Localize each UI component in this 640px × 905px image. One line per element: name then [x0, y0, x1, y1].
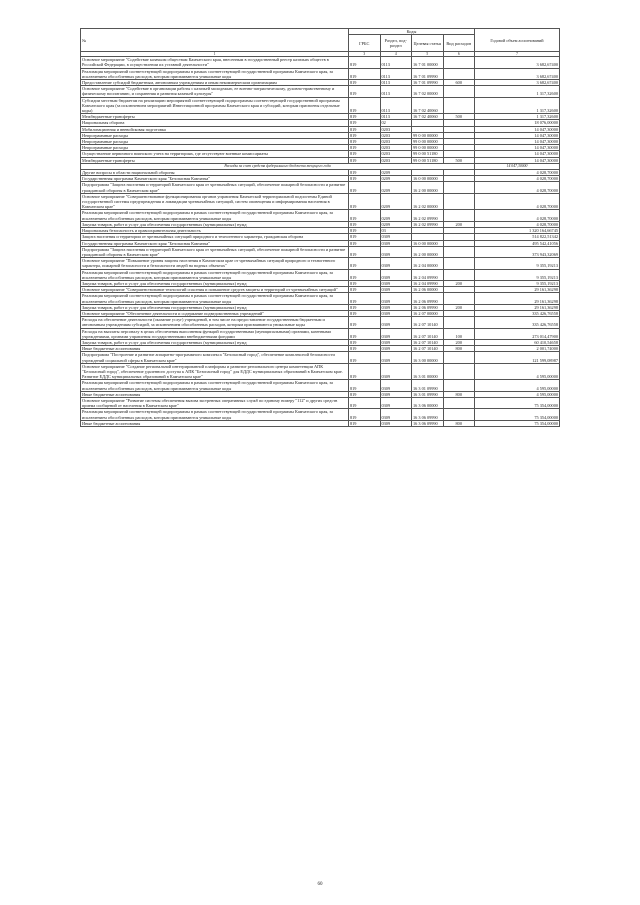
row-rzpr: 0209	[380, 176, 412, 182]
row-sum: 18 076,00000	[475, 120, 560, 126]
row-name: Непрограммные расходы	[81, 139, 349, 145]
table-row	[81, 210, 560, 221]
row-grbs: 819	[349, 420, 381, 426]
row-rzpr: 0113	[380, 114, 412, 120]
row-sum: 1 320 164,66745	[475, 228, 560, 234]
row-name: Мобилизационная и вневойсковая подготовка	[81, 126, 349, 132]
row-name: Осуществление первичного воинского учета на территориях, где отсутствуют военные комиссариаты	[81, 151, 349, 157]
row-name: Субсидии местным бюджетам на реализацию мероприятий соответствующей подпрограммы соответствующей государственной программы Камчатского края (за исключением мероприятий Инвестиционной программы Камчатского края и субсидий, которым присвоены отдельные коды)	[81, 97, 349, 114]
row-sum: 14 047,30000	[475, 139, 560, 145]
row-sum: 335 426,76558	[475, 310, 560, 316]
row-cs: 16 2 04 09990	[412, 280, 444, 286]
row-cs: 16 2 00 00000	[412, 246, 444, 257]
row-name: Подпрограмма "Защита населения и территорий Камчатского края от чрезвычайных ситуаций, обеспечение пожарной безопасности и развитие гражданской обороны в Камчатском крае"	[81, 246, 349, 257]
row-cs: 16 0 00 00000	[412, 176, 444, 182]
row-sum: 2 001,74000	[475, 346, 560, 352]
row-name: Реализация мероприятий соответствующей подпрограммы в рамках соответствующей государственной программы Камчатского края, за исключением обособленных расходов, которым присваиваются уникальные коды	[81, 68, 349, 79]
row-name: Основное мероприятие "Содействие казачьим обществам Камчатского края, внесенным в государственный реестр казачьих обществ в Российской Федерации, в осуществлении их уставной деятельности"	[81, 57, 349, 68]
table-row	[81, 420, 560, 426]
row-name: Иные бюджетные ассигнования	[81, 391, 349, 397]
row-grbs: 819	[349, 221, 381, 227]
row-sum: 495 542,41056	[475, 240, 560, 246]
row-grbs: 819	[349, 310, 381, 316]
row-sum: 3 682,67400	[475, 80, 560, 86]
row-sum: 4 028,70000	[475, 182, 560, 193]
row-vr	[443, 380, 475, 391]
row-grbs: 819	[349, 280, 381, 286]
row-rzpr: 0113	[380, 57, 412, 68]
row-rzpr: 0309	[380, 317, 412, 328]
row-name: Основное мероприятие "Создание региональной интегрированной платформы и развитие регионального центра компетенции АПК "Безопасный город", обеспечение удаленного доступа к АПК "Безопасный город" для ЕДДС муниципальных образований в Камчатском крае. Развитие ЕДДС муниципальных образований в Камчатском крае"	[81, 363, 349, 380]
col-number: 3	[349, 52, 381, 57]
table-row	[81, 97, 560, 114]
row-cs: 16 2 07 10140	[412, 339, 444, 345]
row-cs: 16 2 06 09990	[412, 304, 444, 310]
col-number: 1	[81, 52, 349, 57]
row-sum: 4 595,00000	[475, 391, 560, 397]
row-vr	[443, 86, 475, 97]
row-name: Подпрограмма "Защита населения и территорий Камчатского края от чрезвычайных ситуаций, обеспечение пожарной безопасности и развитие гражданской обороны в Камчатском крае"	[81, 182, 349, 193]
table-row	[81, 328, 560, 339]
row-vr	[443, 97, 475, 114]
col-number: 5	[412, 52, 444, 57]
row-grbs: 819	[349, 346, 381, 352]
row-grbs: 819	[349, 363, 381, 380]
row-rzpr: 0309	[380, 280, 412, 286]
row-grbs: 819	[349, 397, 381, 408]
row-cs: 16 2 04 09990	[412, 269, 444, 280]
row-sum: 9 355,19213	[475, 280, 560, 286]
row-name: Основное мероприятие "Развитие системы обеспечения вызова экстренных оперативных служб по единому номеру "112" и других средств приема сообщений от населения в Камчатском крае"	[81, 397, 349, 408]
row-cs: 99 0 00 00000	[412, 132, 444, 138]
row-name: Закупка товаров, работ и услуг для обеспечения государственных (муниципальных) нужд	[81, 280, 349, 286]
row-rzpr: 0309	[380, 346, 412, 352]
row-cs: 16 2 07 10140	[412, 328, 444, 339]
row-grbs: 819	[349, 228, 381, 234]
row-vr	[443, 317, 475, 328]
row-name: Расходы на выплаты персоналу в целях обеспечения выполнения функций государственными (муниципальными) органами, казенными учреждениями, органами управления государственными внебюджетными фондами	[81, 328, 349, 339]
row-rzpr: 0309	[380, 246, 412, 257]
row-cs: 16 3 01 00000	[412, 363, 444, 380]
row-name: Национальная безопасность и правоохранительная деятельность	[81, 228, 349, 234]
row-vr: 200	[443, 280, 475, 286]
row-cs: 16 2 07 10140	[412, 346, 444, 352]
row-cs: 16 7 02 40060	[412, 114, 444, 120]
row-cs: 16 3 01 09990	[412, 391, 444, 397]
row-sum: 4 028,70000	[475, 176, 560, 182]
row-name: Межбюджетные трансферты	[81, 157, 349, 163]
table-row	[81, 86, 560, 97]
row-rzpr: 0309	[380, 240, 412, 246]
table-body	[81, 57, 560, 427]
table-row	[81, 269, 560, 280]
row-rzpr: 0309	[380, 380, 412, 391]
row-grbs: 819	[349, 380, 381, 391]
row-name: Межбюджетные трансферты	[81, 114, 349, 120]
row-vr	[443, 352, 475, 363]
row-cs: 16 2 00 00000	[412, 182, 444, 193]
row-grbs: 819	[349, 193, 381, 210]
row-name: Закупка товаров, работ и услуг для обеспечения государственных (муниципальных) нужд	[81, 221, 349, 227]
row-cs: 16 7 01 09990	[412, 80, 444, 86]
row-cs: 16 7 02 40060	[412, 97, 444, 114]
row-rzpr: 0309	[380, 310, 412, 316]
row-vr	[443, 363, 475, 380]
row-sum: 3 682,67400	[475, 57, 560, 68]
row-name: Основное мероприятие "Обеспечение деятельности и содержание подведомственных учреждений"	[81, 310, 349, 316]
table-row	[81, 57, 560, 68]
row-rzpr: 0309	[380, 420, 412, 426]
row-sum: 29 161,36298	[475, 304, 560, 310]
row-grbs: 819	[349, 157, 381, 163]
page-number: 60	[317, 882, 323, 887]
row-cs: 16 0 00 00000	[412, 240, 444, 246]
row-cs: 99 0 00 51180	[412, 151, 444, 157]
row-name: Основное мероприятие "Повышение уровня защиты населения в Камчатском крае от чрезвычайных ситуаций природного и техногенного характера, пожарной безопасности и безопасности людей на водных объектах"	[81, 258, 349, 269]
row-name: Иные бюджетные ассигнования	[81, 346, 349, 352]
row-cs: 16 7 02 00000	[412, 86, 444, 97]
row-rzpr: 0309	[380, 391, 412, 397]
row-rzpr: 0309	[380, 234, 412, 240]
row-vr: 200	[443, 221, 475, 227]
row-rzpr: 0209	[380, 182, 412, 193]
row-grbs: 819	[349, 210, 381, 221]
row-sum: 121 599,08987	[475, 352, 560, 363]
col-number: 6	[443, 52, 475, 57]
row-rzpr: 0309	[380, 258, 412, 269]
row-name: Закупка товаров, работ и услуг для обеспечения государственных (муниципальных) нужд	[81, 304, 349, 310]
row-sum: 14 047,30000	[475, 145, 560, 151]
row-rzpr: 0309	[380, 287, 412, 293]
row-grbs: 819	[349, 126, 381, 132]
row-grbs: 819	[349, 114, 381, 120]
row-vr	[443, 269, 475, 280]
row-name: Национальная оборона	[81, 120, 349, 126]
row-sum: 29 161,36298	[475, 287, 560, 293]
row-vr	[443, 258, 475, 269]
row-rzpr: 0309	[380, 352, 412, 363]
row-rzpr: 0203	[380, 139, 412, 145]
row-vr	[443, 409, 475, 420]
row-cs: 16 2 02 09990	[412, 221, 444, 227]
row-sum: 60 410,54658	[475, 339, 560, 345]
row-rzpr: 0309	[380, 293, 412, 304]
row-cs: 16 2 06 00000	[412, 287, 444, 293]
row-sum: 75 354,00000	[475, 420, 560, 426]
row-grbs: 819	[349, 97, 381, 114]
row-rzpr: 0209	[380, 193, 412, 210]
row-vr	[443, 293, 475, 304]
row-grbs: 819	[349, 151, 381, 157]
row-grbs: 819	[349, 120, 381, 126]
row-vr: 200	[443, 339, 475, 345]
row-rzpr: 0309	[380, 269, 412, 280]
row-cs: 16 3 00 00000	[412, 352, 444, 363]
row-sum: 14 047,30000	[475, 132, 560, 138]
row-grbs: 819	[349, 258, 381, 269]
row-sum: 14 047,30000	[475, 157, 560, 163]
row-sum: 4 595,00000	[475, 363, 560, 380]
row-grbs: 819	[349, 240, 381, 246]
row-name: Другие вопросы в области национальной обороны	[81, 170, 349, 176]
table-row	[81, 380, 560, 391]
row-rzpr: 0309	[380, 328, 412, 339]
row-name: Государственная программа Камчатского края "Безопасная Камчатка"	[81, 176, 349, 182]
row-name: Государственная программа Камчатского края "Безопасная Камчатка"	[81, 240, 349, 246]
header-codes: Коды	[349, 29, 475, 35]
col-number: 7	[475, 52, 560, 57]
row-sum: 9 355,19213	[475, 269, 560, 280]
row-name: Иные бюджетные ассигнования	[81, 420, 349, 426]
row-cs: 16 2 07 00000	[412, 310, 444, 316]
table-row	[81, 363, 560, 380]
table-row	[81, 397, 560, 408]
row-name: Основное мероприятие "Совершенствование технологий спасения и повышение средств защиты и территорий от чрезвычайных ситуаций"	[81, 287, 349, 293]
row-cs: 16 2 06 09990	[412, 293, 444, 304]
header-rzpr: Раздел, под-раздел	[380, 35, 412, 52]
row-cs: 99 0 00 51180	[412, 157, 444, 163]
row-sum: 4 028,70000	[475, 193, 560, 210]
row-name: Реализация мероприятий соответствующей подпрограммы в рамках соответствующей государственной программы Камчатского края, за исключением обособленных расходов, которым присваиваются уникальные коды	[81, 269, 349, 280]
budget-table	[80, 28, 560, 427]
row-name: Подпрограмма "Построение и развитие аппаратно-программного комплекса "Безопасный город", обеспечение комплексной безопасности учреждений социальной сферы в Камчатском крае"	[81, 352, 349, 363]
header-sum: Годовой объем ассигнований	[475, 29, 560, 52]
row-grbs: 819	[349, 68, 381, 79]
row-name: Защита населения и территории от чрезвычайных ситуаций природного и техногенного характера, гражданская оборона	[81, 234, 349, 240]
row-cs: 16 3 01 09990	[412, 380, 444, 391]
row-rzpr: 0309	[380, 363, 412, 380]
row-rzpr: 0203	[380, 157, 412, 163]
budget-table-page	[80, 28, 560, 427]
row-cs: 16 7 01 00000	[412, 57, 444, 68]
row-grbs: 819	[349, 170, 381, 176]
row-cs: 16 7 01 09990	[412, 68, 444, 79]
row-name: Основное мероприятие "Совершенствование функционирования органов управления Камчатской территориальной подсистемы Единой государственной системы предупреждения и ликвидации чрезвычайных ситуаций, систем оповещения и информирования населения в Камчатском крае"	[81, 193, 349, 210]
row-rzpr: 02	[380, 120, 412, 126]
row-name: Предоставление субсидий бюджетным, автономным учреждениям и иным некоммерческим организациям	[81, 80, 349, 86]
row-grbs: 819	[349, 409, 381, 420]
row-grbs: 819	[349, 139, 381, 145]
row-vr: 200	[443, 304, 475, 310]
row-grbs: 819	[349, 339, 381, 345]
row-rzpr: 0203	[380, 126, 412, 132]
row-vr	[443, 193, 475, 210]
row-rzpr: 0203	[380, 132, 412, 138]
row-sum: 273 014,47900	[475, 328, 560, 339]
row-grbs: 819	[349, 304, 381, 310]
row-rzpr: 0113	[380, 97, 412, 114]
row-rzpr: 0209	[380, 221, 412, 227]
row-grbs: 819	[349, 293, 381, 304]
row-vr: 800	[443, 346, 475, 352]
row-grbs: 819	[349, 145, 381, 151]
row-name: Реализация мероприятий соответствующей подпрограммы в рамках соответствующей государственной программы Камчатского края, за исключением обособленных расходов, которым присваиваются уникальные коды	[81, 210, 349, 221]
row-rzpr: 0309	[380, 339, 412, 345]
header-vr: Вид расходов	[443, 35, 475, 52]
row-sum: 4 028,70000	[475, 210, 560, 221]
row-cs: 16 2 07 10140	[412, 317, 444, 328]
row-grbs: 819	[349, 287, 381, 293]
row-rzpr: 0309	[380, 304, 412, 310]
table-row	[81, 293, 560, 304]
row-vr: 800	[443, 391, 475, 397]
row-vr	[443, 57, 475, 68]
table-row	[81, 317, 560, 328]
row-vr: 500	[443, 114, 475, 120]
row-sum: 4 028,70000	[475, 170, 560, 176]
row-sum: 14 047,30000	[475, 151, 560, 157]
row-note: Расходы за счет средств федерального бюджета текущего года	[81, 163, 475, 169]
row-grbs: 819	[349, 328, 381, 339]
row-rzpr: 0309	[380, 409, 412, 420]
row-grbs: 819	[349, 176, 381, 182]
row-cs: 99 0 00 00000	[412, 145, 444, 151]
row-name: Закупка товаров, работ и услуг для обеспечения государственных (муниципальных) нужд	[81, 339, 349, 345]
row-vr: 500	[443, 157, 475, 163]
row-vr	[443, 246, 475, 257]
row-sum: 335 426,76558	[475, 317, 560, 328]
row-name: Реализация мероприятий соответствующей подпрограммы в рамках соответствующей государственной программы Камчатского края, за исключением обособленных расходов, которым присваиваются уникальные коды	[81, 409, 349, 420]
header-cs: Целевая статья	[412, 35, 444, 52]
row-sum: 9 355,19213	[475, 258, 560, 269]
row-cs: 16 3 06 00000	[412, 397, 444, 408]
row-vr	[443, 182, 475, 193]
row-name: Непрограммные расходы	[81, 145, 349, 151]
row-cs: 99 0 00 00000	[412, 139, 444, 145]
row-rzpr: 0113	[380, 86, 412, 97]
row-name: Непрограммные расходы	[81, 132, 349, 138]
row-rzpr: 0209	[380, 210, 412, 221]
row-sum: 1 317,32600	[475, 97, 560, 114]
row-sum: 4 028,70000	[475, 221, 560, 227]
row-name: Реализация мероприятий соответствующей подпрограммы в рамках соответствующей государственной программы Камчатского края, за исключением обособленных расходов, которым присваиваются уникальные коды	[81, 380, 349, 391]
row-sum: 514 822,51342	[475, 234, 560, 240]
row-grbs: 819	[349, 86, 381, 97]
row-grbs: 819	[349, 57, 381, 68]
row-sum: 373 943,32069	[475, 246, 560, 257]
row-rzpr: 0113	[380, 80, 412, 86]
row-sum: 75 354,00000	[475, 397, 560, 408]
row-cs: 16 2 02 00000	[412, 193, 444, 210]
row-sum: 75 354,00000	[475, 409, 560, 420]
row-grbs: 819	[349, 80, 381, 86]
row-sum: 1 317,32600	[475, 114, 560, 120]
row-rzpr: 0309	[380, 397, 412, 408]
row-rzpr: 0113	[380, 68, 412, 79]
row-grbs: 819	[349, 317, 381, 328]
header-grbs: ГРБС	[349, 35, 381, 52]
row-vr: 100	[443, 328, 475, 339]
row-rzpr: 0203	[380, 145, 412, 151]
row-cs: 16 3 06 09990	[412, 420, 444, 426]
row-sum: 4 595,00000	[475, 380, 560, 391]
row-grbs: 819	[349, 352, 381, 363]
row-name: Реализация мероприятий соответствующей подпрограммы в рамках соответствующей государственной программы Камчатского края, за исключением обособленных расходов, которым присваиваются уникальные коды	[81, 293, 349, 304]
row-sum: 3 682,67400	[475, 68, 560, 79]
row-rzpr: 0209	[380, 170, 412, 176]
row-grbs: 819	[349, 132, 381, 138]
row-cs: 16 3 06 09990	[412, 409, 444, 420]
row-vr	[443, 210, 475, 221]
table-row	[81, 246, 560, 257]
table-row	[81, 68, 560, 79]
row-sum: 1 317,32600	[475, 86, 560, 97]
row-name: Расходы на обеспечение деятельности (оказание услуг) учреждений, в том числе на предоставление государственным бюджетным и автономным учреждениям субсидий, за исключением обособленных расходов, которым присваиваются уникальные коды	[81, 317, 349, 328]
row-rzpr: 0203	[380, 151, 412, 157]
row-cs: 16 2 04 00000	[412, 258, 444, 269]
table-row	[81, 193, 560, 210]
row-rzpr: 03	[380, 228, 412, 234]
row-grbs: 819	[349, 391, 381, 397]
row-grbs: 819	[349, 182, 381, 193]
row-vr	[443, 397, 475, 408]
table-row	[81, 409, 560, 420]
header-row-1	[81, 29, 560, 35]
table-row	[81, 258, 560, 269]
row-grbs: 819	[349, 269, 381, 280]
row-vr	[443, 68, 475, 79]
row-cs: 16 2 02 09990	[412, 210, 444, 221]
row-sum: 14 047,30000	[475, 126, 560, 132]
col-number: 4	[380, 52, 412, 57]
row-vr: 800	[443, 420, 475, 426]
row-name: Основное мероприятие "Содействие в организации работы с казачьей молодежью, ее военно-патриотическому, духовно-нравственному и физическому воспитанию, и сохранения и развития казачьей культуры"	[81, 86, 349, 97]
row-vr: 600	[443, 80, 475, 86]
row-sum: 14 047,30000	[475, 163, 560, 169]
row-grbs: 819	[349, 246, 381, 257]
row-sum: 29 161,36298	[475, 293, 560, 304]
header-num: №	[81, 29, 349, 52]
row-grbs: 819	[349, 234, 381, 240]
table-row	[81, 352, 560, 363]
table-row	[81, 182, 560, 193]
